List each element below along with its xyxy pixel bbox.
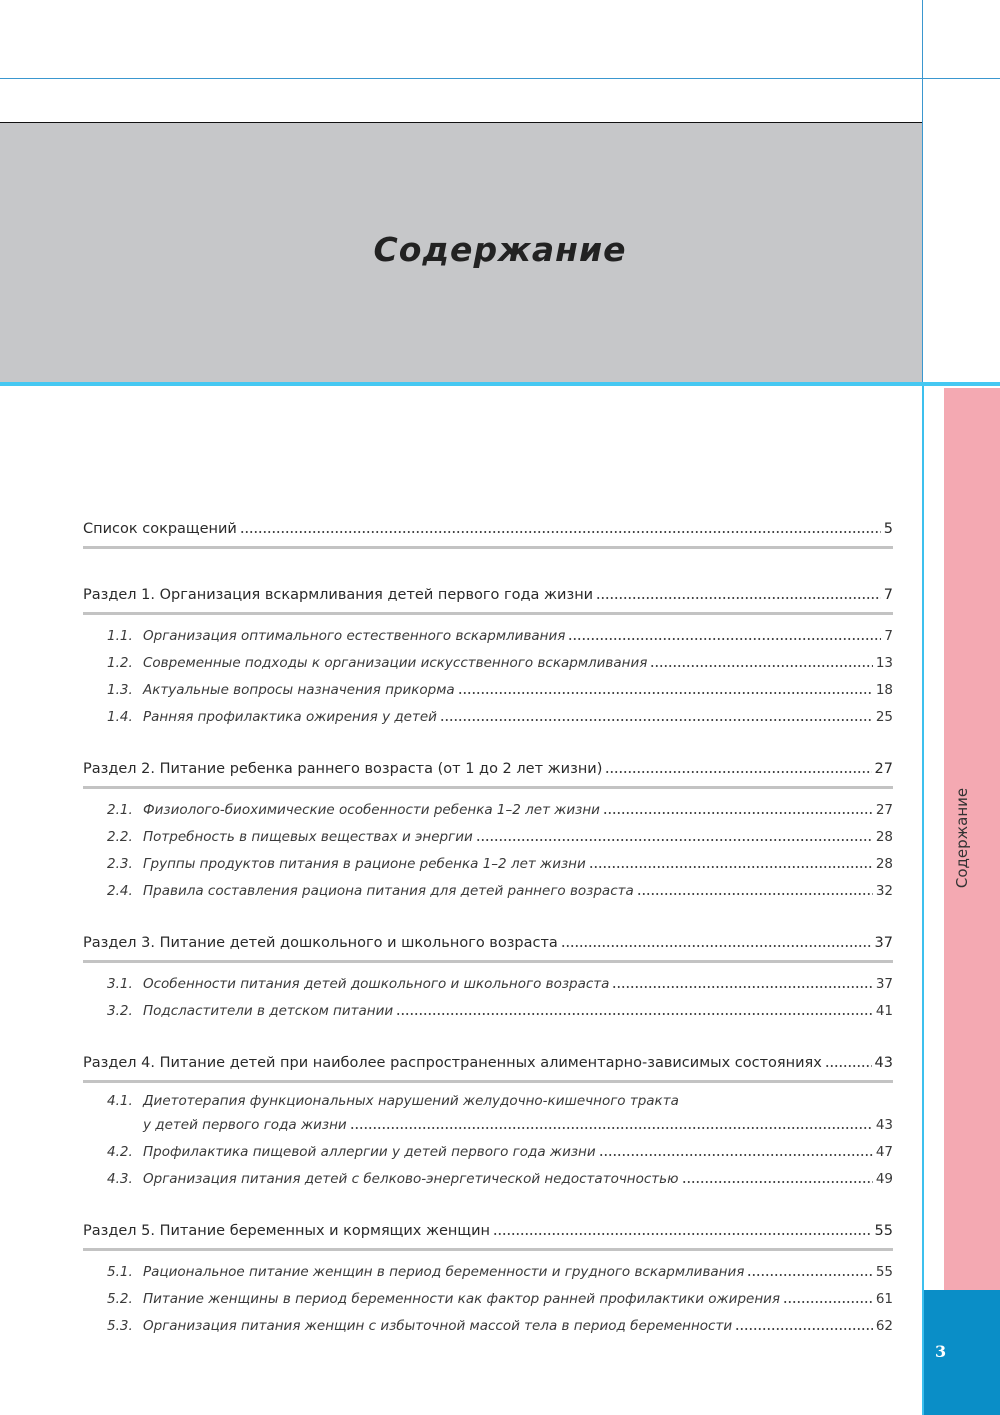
toc-item-page: 55 [875, 1264, 893, 1280]
dot-leader [589, 866, 873, 868]
toc-section-label: Раздел 2. Питание ребенка раннего возраста (от 1 до 2 лет жизни) [83, 761, 603, 777]
toc-item[interactable] [83, 650, 893, 677]
dot-leader [396, 1013, 873, 1015]
toc-section-label: Раздел 1. Организация вскармливания детей первого года жизни [83, 587, 594, 603]
toc-item-label: Правила составления рациона питания для детей раннего возраста [143, 883, 634, 899]
toc-section-page: 43 [874, 1055, 893, 1071]
toc-item-page: 28 [875, 856, 893, 872]
toc-item[interactable] [83, 704, 893, 731]
toc-item-number: 3.1. [107, 976, 133, 992]
toc-item-page: 32 [875, 883, 893, 899]
toc-item-page: 28 [875, 829, 893, 845]
page-number: 3 [935, 1342, 947, 1361]
toc-item-label: Особенности питания детей дошкольного и школьного возраста [143, 976, 610, 992]
toc-item-number: 3.2. [107, 1003, 133, 1019]
dot-leader [458, 692, 873, 694]
toc-item-label: Организация питания детей с белково-энергетической недостаточностью [143, 1171, 679, 1187]
dot-leader [603, 812, 873, 814]
toc-item-number: 1.3. [107, 682, 133, 698]
toc-item-label: Рациональное питание женщин в период беременности и грудного вскармливания [143, 1264, 745, 1280]
toc-item-label: Группы продуктов питания в рационе ребенка 1–2 лет жизни [143, 856, 586, 872]
dot-leader [605, 771, 871, 773]
toc-item[interactable] [83, 1139, 893, 1166]
toc-item-label: Ранняя профилактика ожирения у детей [143, 709, 437, 725]
toc-item-page: 27 [875, 802, 893, 818]
toc-item-page: 13 [875, 655, 893, 671]
toc-item-page: 18 [875, 682, 893, 698]
dot-leader [650, 665, 872, 667]
toc-item-page: 37 [875, 976, 893, 992]
toc-item-label: Физиолого-биохимические особенности ребенка 1–2 лет жизни [143, 802, 600, 818]
toc-section [83, 756, 893, 905]
page-title: Содержание [373, 230, 627, 269]
dot-leader [493, 1233, 872, 1235]
divider [83, 546, 893, 549]
toc-item-number: 2.1. [107, 802, 133, 818]
dot-leader [599, 1154, 873, 1156]
toc-entry-label: Список сокращений [83, 521, 237, 537]
toc-item-page: 47 [875, 1144, 893, 1160]
toc-section-page: 27 [874, 761, 893, 777]
toc-section [83, 1218, 893, 1340]
toc-item[interactable] [83, 1259, 893, 1286]
toc-section [83, 930, 893, 1025]
side-tab-label: Содержание [953, 787, 971, 889]
toc-item[interactable] [83, 878, 893, 905]
dot-leader [596, 597, 881, 599]
top-guide-line [0, 78, 1000, 79]
toc-section-page: 7 [883, 587, 893, 603]
toc-item-label: Диетотерапия функциональных нарушений желудочно-кишечного тракта [143, 1093, 679, 1109]
toc-item[interactable] [83, 1286, 893, 1313]
toc-item-number: 1.1. [107, 628, 133, 644]
toc-item-label: Актуальные вопросы назначения прикорма [143, 682, 455, 698]
dot-leader [735, 1328, 873, 1330]
toc-section-heading[interactable] [83, 1218, 893, 1245]
toc-item-page: 49 [875, 1171, 893, 1187]
right-guide-line-lower [922, 385, 924, 1415]
toc-item-number: 2.3. [107, 856, 133, 872]
toc-item[interactable] [83, 971, 893, 998]
table-of-contents [83, 516, 893, 1365]
toc-item[interactable] [83, 851, 893, 878]
toc-item-label-cont: у детей первого года жизни [143, 1117, 347, 1133]
dot-leader [568, 638, 881, 640]
dot-leader [747, 1274, 872, 1276]
toc-item-label: Профилактика пищевой аллергии у детей первого года жизни [143, 1144, 596, 1160]
dot-leader [825, 1065, 872, 1067]
toc-section-page: 37 [874, 935, 893, 951]
dot-leader [783, 1301, 873, 1303]
toc-item-label: Подсластители в детском питании [143, 1003, 394, 1019]
dot-leader [612, 986, 872, 988]
toc-section-heading[interactable] [83, 582, 893, 609]
toc-item[interactable] [83, 1091, 893, 1139]
toc-items [83, 1083, 893, 1193]
toc-items [83, 615, 893, 731]
toc-item-number: 4.3. [107, 1171, 133, 1187]
toc-items [83, 789, 893, 905]
toc-item-label: Современные подходы к организации искусственного вскармливания [143, 655, 648, 671]
dot-leader [682, 1181, 873, 1183]
toc-item[interactable] [83, 797, 893, 824]
dot-leader [561, 945, 872, 947]
toc-entry-page: 5 [883, 521, 893, 537]
toc-item-number: 4.1. [107, 1093, 133, 1109]
toc-item-label: Питание женщины в период беременности как фактор ранней профилактики ожирения [143, 1291, 781, 1307]
header-rule [0, 382, 1000, 386]
dot-leader [476, 839, 873, 841]
toc-item-label: Организация питания женщин с избыточной массой тела в период беременности [143, 1318, 733, 1334]
toc-section-heading[interactable] [83, 930, 893, 957]
toc-item-number: 5.3. [107, 1318, 133, 1334]
toc-item-number: 1.2. [107, 655, 133, 671]
toc-item[interactable] [83, 623, 893, 650]
toc-item-page: 61 [875, 1291, 893, 1307]
toc-item-page: 7 [884, 628, 893, 644]
dot-leader [240, 531, 881, 533]
toc-item-number: 5.2. [107, 1291, 133, 1307]
toc-entry[interactable] [83, 516, 893, 543]
toc-section-heading[interactable] [83, 1050, 893, 1077]
right-guide-line [922, 0, 923, 385]
toc-item[interactable] [83, 824, 893, 851]
toc-item-label: Организация оптимального естественного вскармливания [143, 628, 566, 644]
toc-item[interactable] [83, 677, 893, 704]
toc-item[interactable] [83, 998, 893, 1025]
toc-item-label: Потребность в пищевых веществах и энергии [143, 829, 473, 845]
toc-section-label: Раздел 4. Питание детей при наиболее распространенных алиментарно-зависимых состояниях [83, 1055, 822, 1071]
toc-abbreviations [83, 516, 893, 549]
toc-item-page: 43 [875, 1117, 893, 1133]
toc-section-heading[interactable] [83, 756, 893, 783]
toc-item-page: 41 [875, 1003, 893, 1019]
toc-section-label: Раздел 3. Питание детей дошкольного и школьного возраста [83, 935, 558, 951]
toc-item-number: 2.2. [107, 829, 133, 845]
toc-item-page: 25 [875, 709, 893, 725]
toc-item[interactable] [83, 1166, 893, 1193]
toc-section-page: 55 [874, 1223, 893, 1239]
toc-item-number: 1.4. [107, 709, 133, 725]
toc-item-page: 62 [875, 1318, 893, 1334]
dot-leader [637, 893, 873, 895]
toc-items [83, 963, 893, 1025]
toc-item-number: 5.1. [107, 1264, 133, 1280]
toc-items [83, 1251, 893, 1340]
dot-leader [350, 1127, 873, 1129]
toc-item-number: 2.4. [107, 883, 133, 899]
toc-section [83, 582, 893, 731]
toc-section-label: Раздел 5. Питание беременных и кормящих женщин [83, 1223, 490, 1239]
toc-item[interactable] [83, 1313, 893, 1340]
toc-section [83, 1050, 893, 1193]
dot-leader [440, 719, 873, 721]
toc-item-number: 4.2. [107, 1144, 133, 1160]
